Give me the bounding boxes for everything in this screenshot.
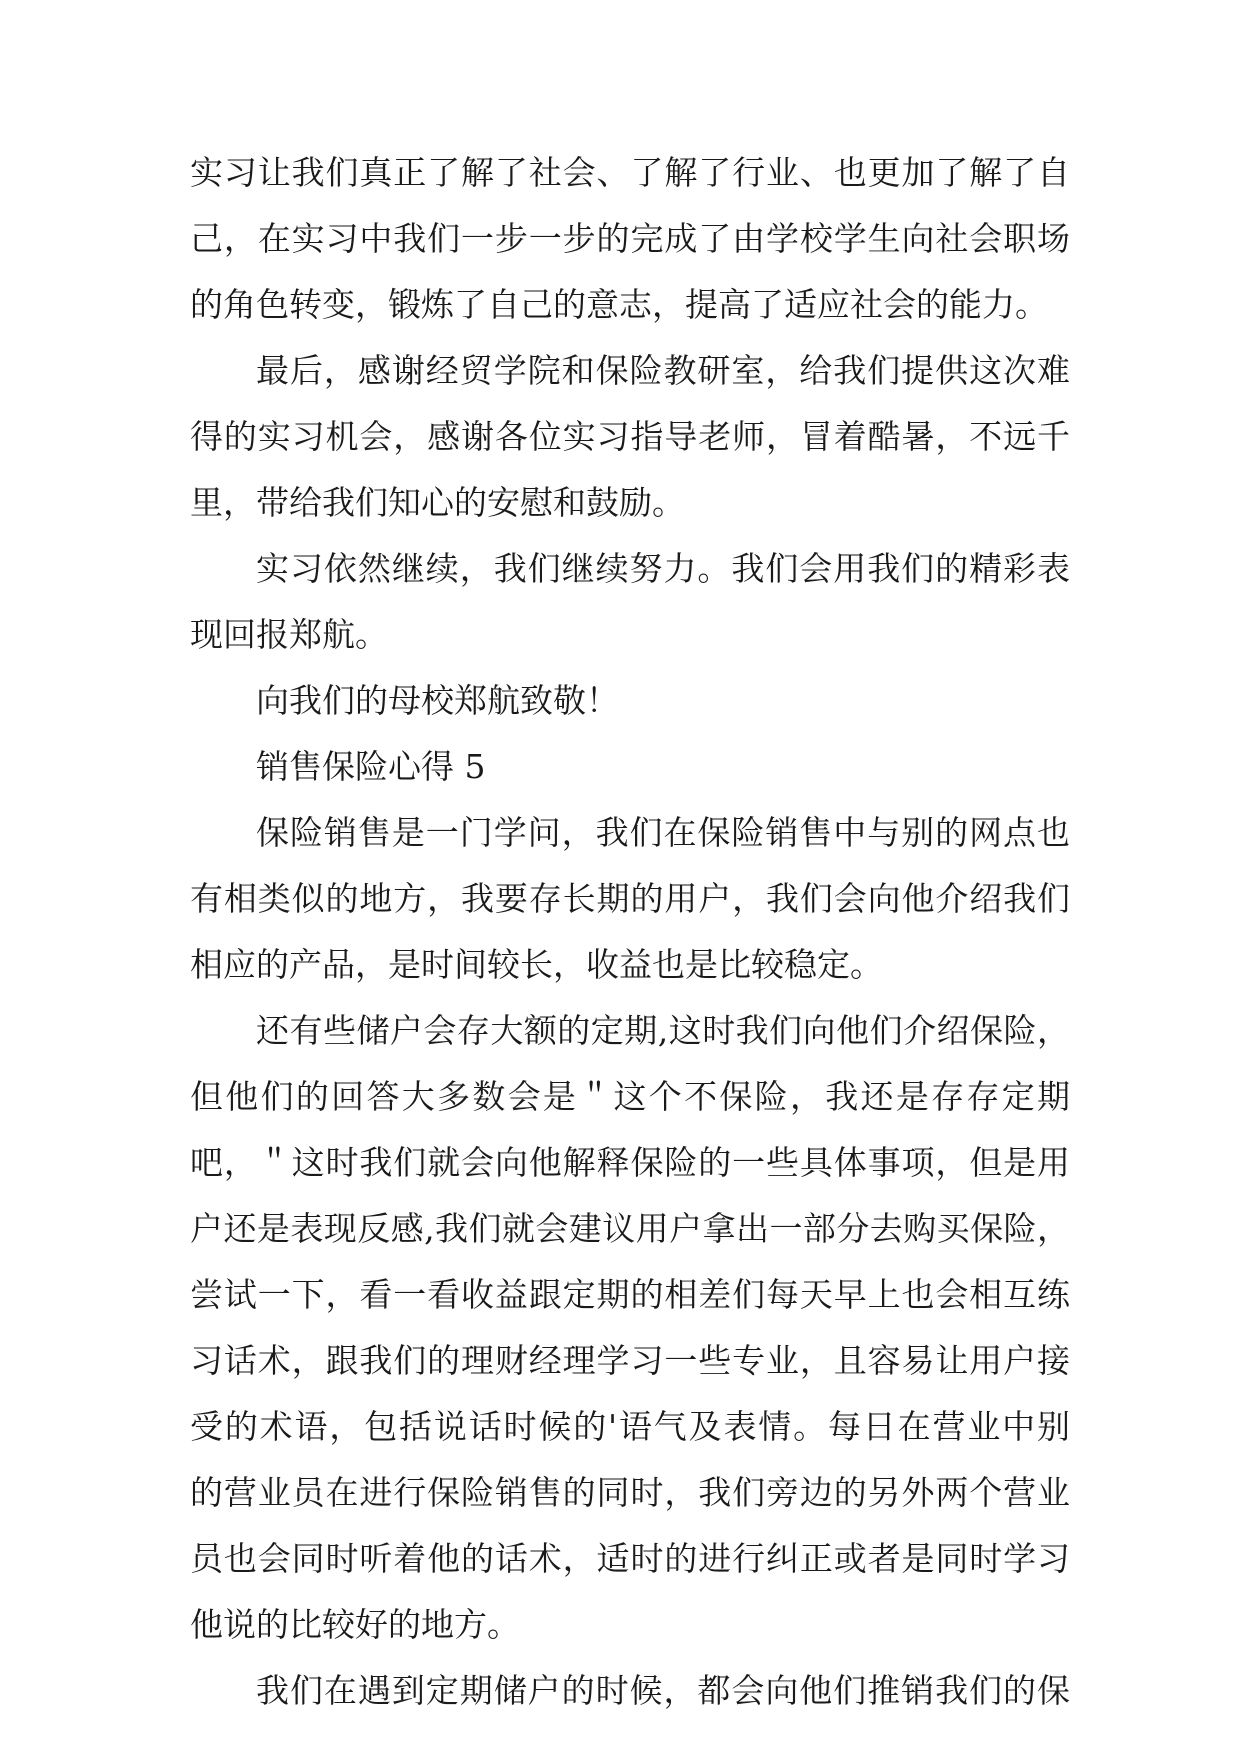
- text-line: 我们在遇到定期储户的时候，都会向他们推销我们的保: [256, 1671, 1070, 1710]
- text-line: 里，带给我们知心的安慰和鼓励。: [190, 483, 685, 522]
- text-line: 尝试一下，看一看收益跟定期的相差们每天早上也会相互练: [190, 1275, 1070, 1314]
- text-line: 最后，感谢经贸学院和保险教研室，给我们提供这次难: [256, 351, 1070, 390]
- text-line: 向我们的母校郑航致敬！: [256, 681, 619, 720]
- text-line: 实习让我们真正了解了社会、了解了行业、也更加了解了自: [190, 153, 1070, 192]
- text-line: 户还是表现反感,我们就会建议用户拿出一部分去购买保险，: [190, 1209, 1070, 1248]
- text-line: 保险销售是一门学问，我们在保险销售中与别的网点也: [256, 813, 1070, 852]
- text-line: 实习依然继续，我们继续努力。我们会用我们的精彩表: [256, 549, 1070, 588]
- text-line: 己，在实习中我们一步一步的完成了由学校学生向社会职场: [190, 219, 1070, 258]
- text-line: 还有些储户会存大额的定期,这时我们向他们介绍保险，: [256, 1011, 1070, 1050]
- text-line: 他说的比较好的地方。: [190, 1605, 520, 1644]
- text-line: 得的实习机会，感谢各位实习指导老师，冒着酷暑，不远千: [190, 417, 1070, 456]
- text-line: 现回报郑航。: [190, 615, 388, 654]
- text-line: 员也会同时听着他的话术，适时的进行纠正或者是同时学习: [190, 1539, 1070, 1578]
- document-body: [190, 140, 1070, 1724]
- text-line: 的角色转变，锻炼了自己的意志，提高了适应社会的能力。: [190, 285, 1048, 324]
- text-line: 的营业员在进行保险销售的同时，我们旁边的另外两个营业: [190, 1473, 1070, 1512]
- section-heading: 销售保险心得 5: [256, 747, 486, 786]
- text-line: 吧，＂这时我们就会向他解释保险的一些具体事项，但是用: [190, 1143, 1070, 1182]
- text-line: 受的术语，包括说话时候的'语气及表情。每日在营业中别: [190, 1407, 1070, 1446]
- text-line: 有相类似的地方，我要存长期的用户，我们会向他介绍我们: [190, 879, 1070, 918]
- text-line: 习话术，跟我们的理财经理学习一些专业，且容易让用户接: [190, 1341, 1070, 1380]
- text-line: 但他们的回答大多数会是＂这个不保险，我还是存存定期: [190, 1077, 1070, 1116]
- text-line: 相应的产品，是时间较长，收益也是比较稳定。: [190, 945, 883, 984]
